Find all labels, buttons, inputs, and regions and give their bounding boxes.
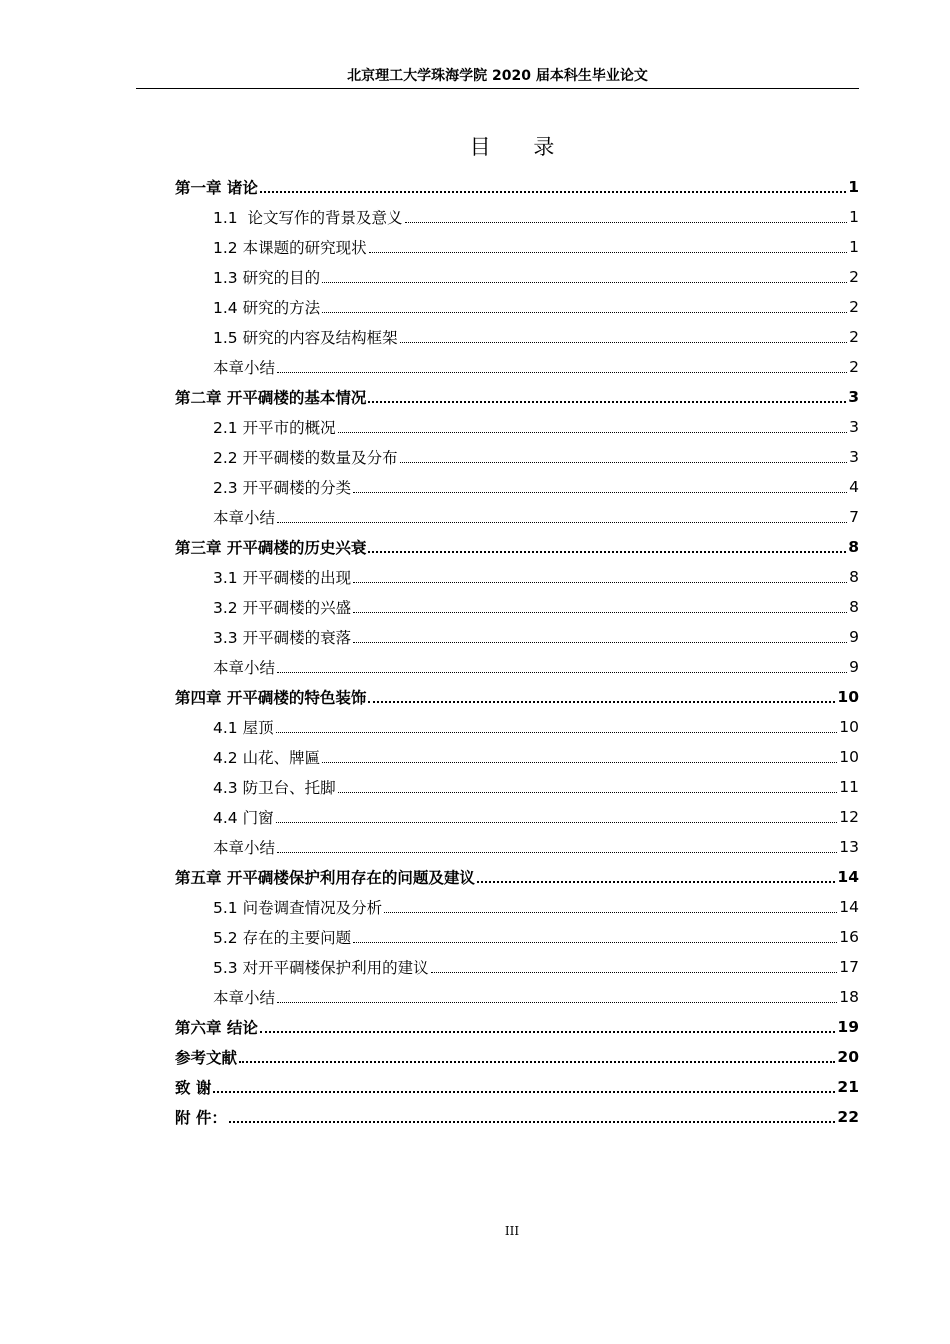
- toc-dot-leader: [353, 582, 847, 583]
- toc-section-entry[interactable]: [0, 982, 950, 1012]
- toc-entry-page-number: 3: [848, 388, 859, 406]
- toc-entry-label: 2.3 开平碉楼的分类: [213, 479, 352, 497]
- toc-entry-page-number: 3: [849, 448, 859, 466]
- toc-entry-page-number: 9: [849, 628, 859, 646]
- toc-entry-label: 第三章 开平碉楼的历史兴衰: [175, 539, 367, 557]
- toc-section-entry[interactable]: [0, 832, 950, 862]
- toc-dot-leader: [277, 522, 847, 523]
- toc-entry-page-number: 7: [849, 508, 859, 526]
- toc-dot-leader: [277, 852, 837, 853]
- toc-section-entry[interactable]: [0, 802, 950, 832]
- toc-chapter-entry[interactable]: [0, 532, 950, 562]
- toc-entry-label: 参考文献: [175, 1049, 238, 1067]
- toc-dot-leader: [400, 462, 848, 463]
- toc-entry-page-number: 16: [839, 928, 859, 946]
- toc-entry-page-number: 12: [839, 808, 859, 826]
- toc-dot-leader: [353, 612, 847, 613]
- toc-entry-label: 本章小结: [213, 659, 276, 677]
- toc-dot-leader: [229, 1121, 836, 1123]
- toc-section-entry[interactable]: [0, 202, 950, 232]
- toc-section-entry[interactable]: [0, 502, 950, 532]
- table-of-contents: [0, 172, 950, 1132]
- toc-entry-page-number: 9: [849, 658, 859, 676]
- toc-entry-label: 本章小结: [213, 989, 276, 1007]
- toc-dot-leader: [276, 822, 838, 823]
- toc-entry-label: 2.1 开平市的概况: [213, 419, 336, 437]
- toc-section-entry[interactable]: [0, 442, 950, 472]
- toc-dot-leader: [353, 492, 847, 493]
- toc-entry-label: 第六章 结论: [175, 1019, 258, 1037]
- toc-section-entry[interactable]: [0, 472, 950, 502]
- toc-entry-label: 3.2 开平碉楼的兴盛: [213, 599, 352, 617]
- toc-entry-page-number: 4: [849, 478, 859, 496]
- toc-section-entry[interactable]: [0, 652, 950, 682]
- toc-entry-label: 致 谢: [175, 1079, 212, 1097]
- toc-section-entry[interactable]: [0, 952, 950, 982]
- toc-dot-leader: [338, 432, 848, 433]
- toc-dot-leader: [322, 312, 847, 313]
- toc-section-entry[interactable]: [0, 622, 950, 652]
- toc-chapter-entry[interactable]: [0, 172, 950, 202]
- toc-entry-label: 4.3 防卫台、托脚: [213, 779, 336, 797]
- toc-entry-label: 附 件：: [175, 1109, 227, 1127]
- toc-entry-page-number: 10: [839, 718, 859, 736]
- toc-entry-page-number: 2: [849, 328, 859, 346]
- toc-entry-label: 1.3 研究的目的: [213, 269, 321, 287]
- toc-entry-label: 本章小结: [213, 509, 276, 527]
- toc-section-entry[interactable]: [0, 232, 950, 262]
- toc-dot-leader: [322, 282, 847, 283]
- toc-dot-leader: [353, 642, 847, 643]
- toc-section-entry[interactable]: [0, 322, 950, 352]
- toc-entry-label: 本章小结: [213, 359, 276, 377]
- toc-chapter-entry[interactable]: [0, 1102, 950, 1132]
- toc-entry-label: 第四章 开平碉楼的特色装饰: [175, 689, 367, 707]
- toc-entry-page-number: 2: [849, 358, 859, 376]
- toc-entry-label: 本章小结: [213, 839, 276, 857]
- toc-entry-page-number: 11: [839, 778, 859, 796]
- toc-entry-page-number: 20: [837, 1048, 859, 1066]
- toc-dot-leader: [213, 1091, 835, 1093]
- header-rule: [136, 88, 859, 89]
- toc-entry-label: 4.2 山花、牌匾: [213, 749, 321, 767]
- toc-dot-leader: [277, 672, 847, 673]
- toc-chapter-entry[interactable]: [0, 1072, 950, 1102]
- toc-dot-leader: [260, 1031, 836, 1033]
- toc-dot-leader: [239, 1061, 835, 1063]
- toc-dot-leader: [368, 401, 846, 403]
- toc-entry-page-number: 2: [849, 268, 859, 286]
- toc-entry-label: 1.4 研究的方法: [213, 299, 321, 317]
- toc-entry-page-number: 22: [837, 1108, 859, 1126]
- toc-dot-leader: [368, 701, 835, 703]
- toc-entry-page-number: 17: [839, 958, 859, 976]
- toc-dot-leader: [277, 1002, 837, 1003]
- toc-entry-page-number: 2: [849, 298, 859, 316]
- toc-chapter-entry[interactable]: [0, 682, 950, 712]
- toc-entry-page-number: 8: [849, 598, 859, 616]
- toc-entry-label: 4.4 门窗: [213, 809, 274, 827]
- toc-title: 目 录: [469, 135, 573, 159]
- toc-entry-page-number: 14: [839, 898, 859, 916]
- toc-dot-leader: [276, 732, 838, 733]
- toc-chapter-entry[interactable]: [0, 382, 950, 412]
- toc-section-entry[interactable]: [0, 292, 950, 322]
- toc-entry-page-number: 1: [848, 178, 859, 196]
- toc-section-entry[interactable]: [0, 712, 950, 742]
- toc-entry-label: 5.2 存在的主要问题: [213, 929, 352, 947]
- toc-entry-label: 第五章 开平碉楼保护利用存在的问题及建议: [175, 869, 475, 887]
- toc-entry-label: 5.3 对开平碉楼保护利用的建议: [213, 959, 429, 977]
- page-header: 北京理工大学珠海学院 2020 届本科生毕业论文: [347, 68, 648, 84]
- toc-section-entry[interactable]: [0, 772, 950, 802]
- toc-chapter-entry[interactable]: [0, 1042, 950, 1072]
- toc-entry-label: 3.1 开平碉楼的出现: [213, 569, 352, 587]
- toc-entry-page-number: 1: [849, 238, 859, 256]
- toc-entry-label: 第二章 开平碉楼的基本情况: [175, 389, 367, 407]
- toc-chapter-entry[interactable]: [0, 862, 950, 892]
- toc-entry-page-number: 8: [848, 538, 859, 556]
- toc-entry-page-number: 3: [849, 418, 859, 436]
- page-number: III: [504, 1224, 520, 1238]
- toc-entry-page-number: 18: [839, 988, 859, 1006]
- toc-entry-label: 1.1 论文写作的背景及意义: [213, 209, 403, 227]
- toc-section-entry[interactable]: [0, 352, 950, 382]
- toc-entry-page-number: 19: [837, 1018, 859, 1036]
- toc-entry-page-number: 10: [839, 748, 859, 766]
- toc-entry-page-number: 14: [837, 868, 859, 886]
- toc-section-entry[interactable]: [0, 922, 950, 952]
- toc-section-entry[interactable]: [0, 742, 950, 772]
- toc-section-entry[interactable]: [0, 562, 950, 592]
- toc-entry-label: 2.2 开平碉楼的数量及分布: [213, 449, 398, 467]
- toc-entry-label: 1.5 研究的内容及结构框架: [213, 329, 398, 347]
- toc-entry-page-number: 1: [849, 208, 859, 226]
- toc-entry-label: 3.3 开平碉楼的衰落: [213, 629, 352, 647]
- toc-entry-label: 4.1 屋顶: [213, 719, 274, 737]
- toc-entry-label: 第一章 诸论: [175, 179, 258, 197]
- toc-dot-leader: [369, 252, 848, 253]
- toc-dot-leader: [338, 792, 838, 793]
- toc-section-entry[interactable]: [0, 592, 950, 622]
- toc-entry-page-number: 21: [837, 1078, 859, 1096]
- toc-dot-leader: [384, 912, 837, 913]
- toc-chapter-entry[interactable]: [0, 1012, 950, 1042]
- toc-entry-label: 5.1 问卷调查情况及分析: [213, 899, 383, 917]
- toc-dot-leader: [260, 191, 846, 193]
- toc-entry-page-number: 8: [849, 568, 859, 586]
- toc-entry-page-number: 10: [837, 688, 859, 706]
- toc-dot-leader: [431, 972, 838, 973]
- toc-dot-leader: [353, 942, 837, 943]
- toc-entry-page-number: 13: [839, 838, 859, 856]
- toc-dot-leader: [405, 222, 848, 223]
- toc-dot-leader: [400, 342, 848, 343]
- toc-entry-label: 1.2 本课题的研究现状: [213, 239, 367, 257]
- toc-dot-leader: [277, 372, 847, 373]
- toc-section-entry[interactable]: [0, 412, 950, 442]
- toc-dot-leader: [368, 551, 846, 553]
- toc-section-entry[interactable]: [0, 262, 950, 292]
- toc-dot-leader: [322, 762, 837, 763]
- toc-section-entry[interactable]: [0, 892, 950, 922]
- toc-dot-leader: [477, 881, 836, 883]
